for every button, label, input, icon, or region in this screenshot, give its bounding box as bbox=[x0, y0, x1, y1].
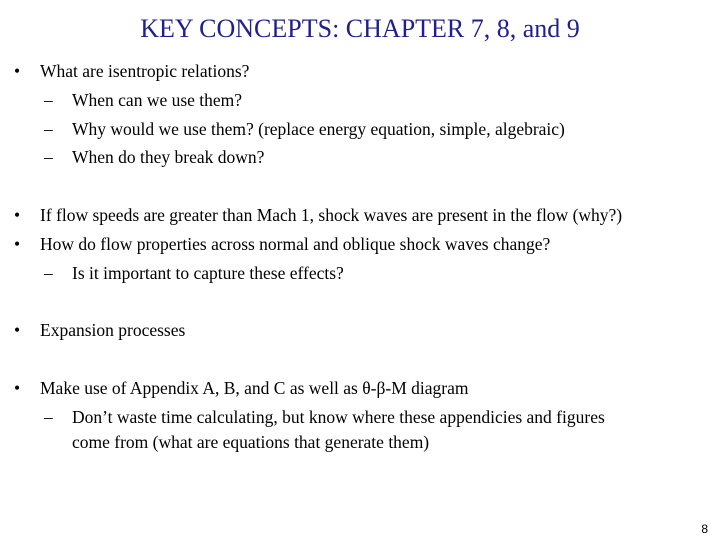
dash-marker: – bbox=[44, 147, 53, 167]
bullet-marker: • bbox=[14, 61, 21, 81]
bullet-marker: • bbox=[14, 378, 21, 398]
bullet-text: If flow speeds are greater than Mach 1, shock waves are present in the flow (why?) bbox=[40, 205, 623, 225]
slide-title: KEY CONCEPTS: CHAPTER 7, 8, and 9 bbox=[140, 14, 580, 43]
bullet-text: How do flow properties across normal and oblique shock waves change? bbox=[40, 234, 551, 254]
dash-marker: – bbox=[44, 407, 53, 427]
bullet-marker: • bbox=[14, 320, 21, 340]
sub-bullet-text: When can we use them? bbox=[72, 90, 243, 110]
sub-bullet-text-continued: come from (what are equations that generate them) bbox=[72, 432, 430, 452]
dash-marker: – bbox=[44, 263, 53, 283]
bullet-text: What are isentropic relations? bbox=[40, 61, 250, 81]
page-number: 8 bbox=[701, 522, 708, 536]
bullet-marker: • bbox=[14, 234, 21, 254]
sub-bullet-text: When do they break down? bbox=[72, 147, 265, 167]
bullet-marker: • bbox=[14, 205, 21, 225]
sub-bullet-text: Is it important to capture these effects? bbox=[72, 263, 344, 283]
bullet-text: Make use of Appendix A, B, and C as well as θ-β-M diagram bbox=[40, 378, 469, 398]
bullet-text: Expansion processes bbox=[40, 320, 186, 340]
dash-marker: – bbox=[44, 90, 53, 110]
sub-bullet-text: Why would we use them? (replace energy equation, simple, algebraic) bbox=[72, 119, 565, 139]
dash-marker: – bbox=[44, 119, 53, 139]
sub-bullet-text: Don’t waste time calculating, but know where these appendicies and figures bbox=[72, 407, 605, 427]
